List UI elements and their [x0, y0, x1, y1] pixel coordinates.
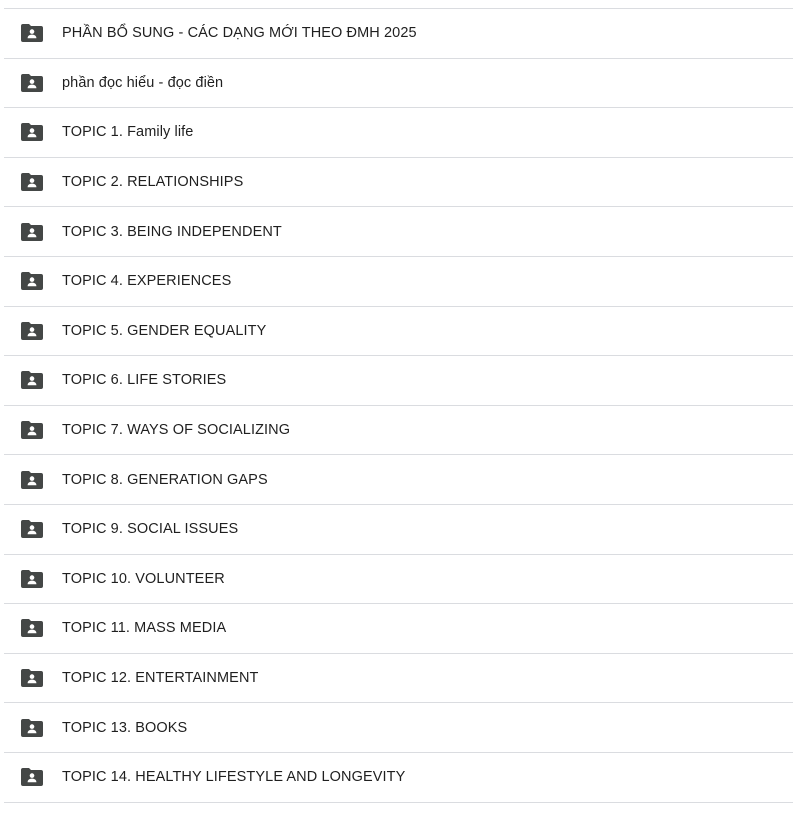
folder-row[interactable] — [4, 158, 793, 208]
shared-folder-icon — [21, 619, 43, 637]
folder-row[interactable] — [4, 406, 793, 456]
shared-folder-icon-glyph — [21, 719, 43, 737]
folder-row[interactable] — [4, 207, 793, 257]
folder-name: TOPIC 13. BOOKS — [62, 719, 188, 736]
folder-name: TOPIC 8. GENERATION GAPS — [62, 471, 268, 488]
folder-name: TOPIC 3. BEING INDEPENDENT — [62, 223, 282, 240]
folder-list — [4, 8, 793, 803]
shared-folder-icon — [21, 371, 43, 389]
person-head — [30, 228, 35, 233]
person-head — [30, 575, 35, 580]
person-head — [30, 377, 35, 382]
person-head — [30, 724, 35, 729]
shared-folder-icon — [21, 669, 43, 687]
shared-folder-icon — [21, 768, 43, 786]
shared-folder-icon-glyph — [21, 421, 43, 439]
folder-row[interactable] — [4, 108, 793, 158]
shared-folder-icon-glyph — [21, 371, 43, 389]
shared-folder-icon — [21, 520, 43, 538]
person-head — [30, 526, 35, 531]
shared-folder-icon-glyph — [21, 74, 43, 92]
folder-name: TOPIC 10. VOLUNTEER — [62, 570, 225, 587]
shared-folder-icon — [21, 272, 43, 290]
folder-row[interactable] — [4, 257, 793, 307]
folder-row[interactable] — [4, 753, 793, 803]
person-head — [30, 426, 35, 431]
shared-folder-icon — [21, 173, 43, 191]
folder-name: TOPIC 9. SOCIAL ISSUES — [62, 521, 239, 538]
shared-folder-icon-glyph — [21, 123, 43, 141]
folder-row[interactable] — [4, 9, 793, 59]
shared-folder-icon — [21, 123, 43, 141]
person-head — [30, 476, 35, 481]
folder-row[interactable] — [4, 59, 793, 109]
person-head — [30, 674, 35, 679]
folder-name: TOPIC 2. RELATIONSHIPS — [62, 174, 244, 191]
shared-folder-icon — [21, 421, 43, 439]
shared-folder-icon — [21, 570, 43, 588]
person-head — [30, 327, 35, 332]
person-head — [30, 30, 35, 35]
person-head — [30, 278, 35, 283]
folder-name: TOPIC 12. ENTERTAINMENT — [62, 670, 259, 687]
folder-row[interactable] — [4, 555, 793, 605]
shared-folder-icon — [21, 223, 43, 241]
folder-name: TOPIC 5. GENDER EQUALITY — [62, 322, 267, 339]
shared-folder-icon-glyph — [21, 520, 43, 538]
folder-row[interactable] — [4, 356, 793, 406]
folder-row[interactable] — [4, 505, 793, 555]
shared-folder-icon — [21, 719, 43, 737]
folder-row[interactable] — [4, 604, 793, 654]
folder-row[interactable] — [4, 307, 793, 357]
person-head — [30, 625, 35, 630]
shared-folder-icon — [21, 74, 43, 92]
folder-row[interactable] — [4, 703, 793, 753]
shared-folder-icon-glyph — [21, 669, 43, 687]
folder-name: TOPIC 7. WAYS OF SOCIALIZING — [62, 422, 291, 439]
shared-folder-icon-glyph — [21, 272, 43, 290]
folder-row[interactable] — [4, 654, 793, 704]
folder-name: phần đọc hiểu - đọc điền — [62, 74, 224, 91]
shared-folder-icon-glyph — [21, 24, 43, 42]
folder-name: TOPIC 4. EXPERIENCES — [62, 273, 232, 290]
shared-folder-icon — [21, 471, 43, 489]
folder-name: TOPIC 1. Family life — [62, 124, 194, 141]
shared-folder-icon-glyph — [21, 471, 43, 489]
folder-name: TOPIC 11. MASS MEDIA — [62, 620, 227, 637]
shared-folder-icon-glyph — [21, 322, 43, 340]
person-head — [30, 129, 35, 134]
person-head — [30, 178, 35, 183]
folder-row[interactable] — [4, 455, 793, 505]
shared-folder-icon-glyph — [21, 570, 43, 588]
shared-folder-icon — [21, 24, 43, 42]
shared-folder-icon-glyph — [21, 223, 43, 241]
folder-name: TOPIC 6. LIFE STORIES — [62, 372, 227, 389]
person-head — [30, 774, 35, 779]
person-head — [30, 79, 35, 84]
shared-folder-icon-glyph — [21, 619, 43, 637]
shared-folder-icon-glyph — [21, 768, 43, 786]
shared-folder-icon-glyph — [21, 173, 43, 191]
folder-name: TOPIC 14. HEALTHY LIFESTYLE AND LONGEVITY — [62, 769, 406, 786]
folder-name: PHẦN BỔ SUNG - CÁC DẠNG MỚI THEO ĐMH 2025 — [62, 25, 417, 42]
shared-folder-icon — [21, 322, 43, 340]
